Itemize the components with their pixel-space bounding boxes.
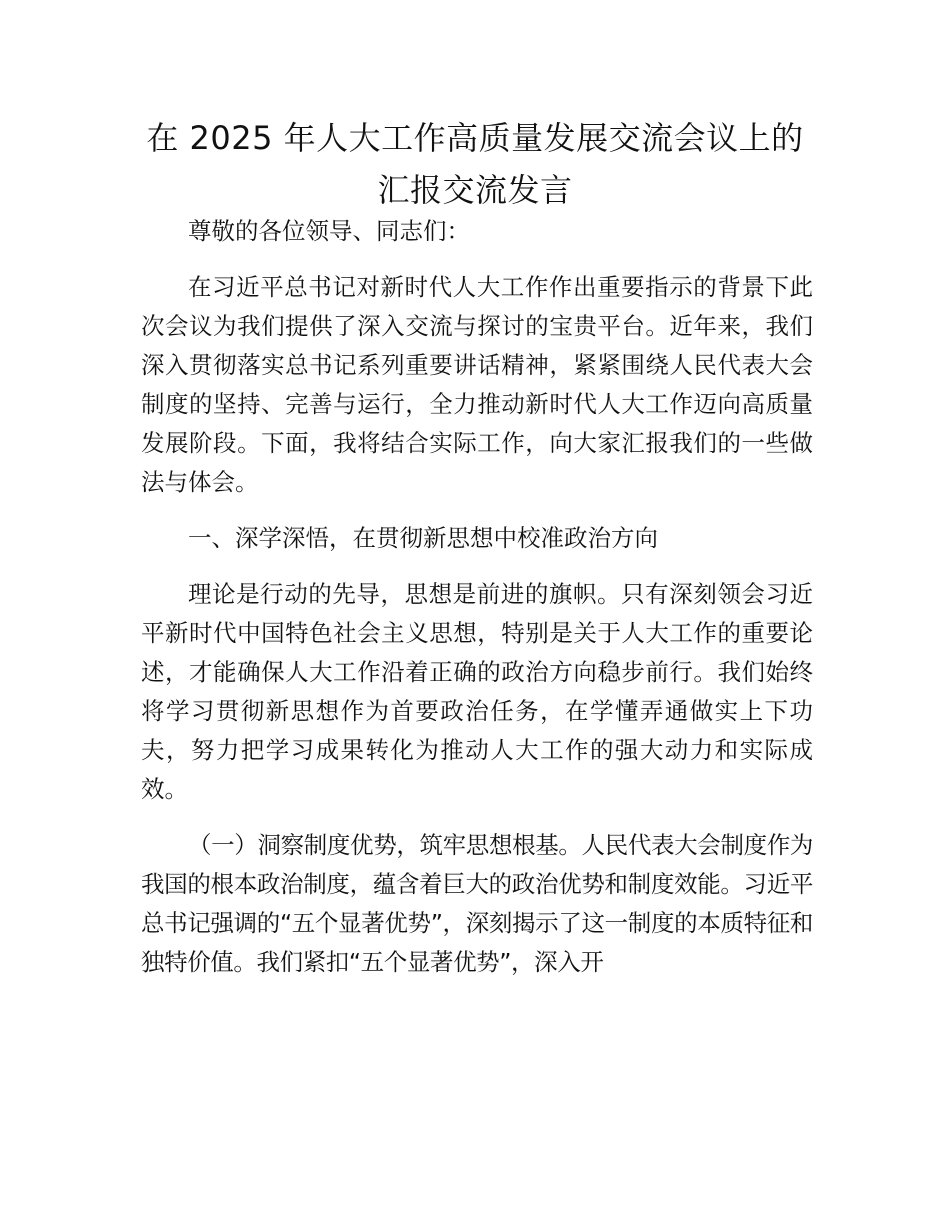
document-body	[141, 212, 813, 999]
section-heading-1: 一、深学深悟，在贯彻新思想中校准政治方向	[188, 524, 658, 552]
title-line-2: 汇报交流发言	[377, 171, 573, 209]
salutation: 尊敬的各位领导、同志们：	[188, 217, 470, 245]
section-1-paragraph: 理论是行动的先导，思想是前进的旗帜。只有深刻领会习近平新时代中国特色社会主义思想，特别是关于人大工作的重要论述，才能确保人大工作沿着正确的政治方向稳步前行。我们始终将学习贯彻新思想作为首要政治任务，在学懂弄通做实上下功夫，努力把学习成果转化为推动人大工作的强大动力和实际成效。	[141, 580, 813, 803]
subsection-1-paragraph: （一）洞察制度优势，筑牢思想根基。人民代表大会制度作为我国的根本政治制度，蕴含着巨大的政治优势和制度效能。习近平总书记强调的“五个显著优势”，深刻揭示了这一制度的本质特征和独特价值。我们紧扣“五个显著优势”，深入开	[141, 831, 813, 976]
title-line-1: 在 2025 年人大工作高质量发展交流会议上的	[146, 119, 804, 157]
document-title	[100, 112, 850, 216]
intro-paragraph: 在习近平总书记对新时代人大工作作出重要指示的背景下此次会议为我们提供了深入交流与探讨的宝贵平台。近年来，我们深入贯彻落实总书记系列重要讲话精神，紧紧围绕人民代表大会制度的坚持、完善与运行，全力推动新时代人大工作迈向高质量发展阶段。下面，我将结合实际工作，向大家汇报我们的一些做法与体会。	[141, 273, 813, 496]
